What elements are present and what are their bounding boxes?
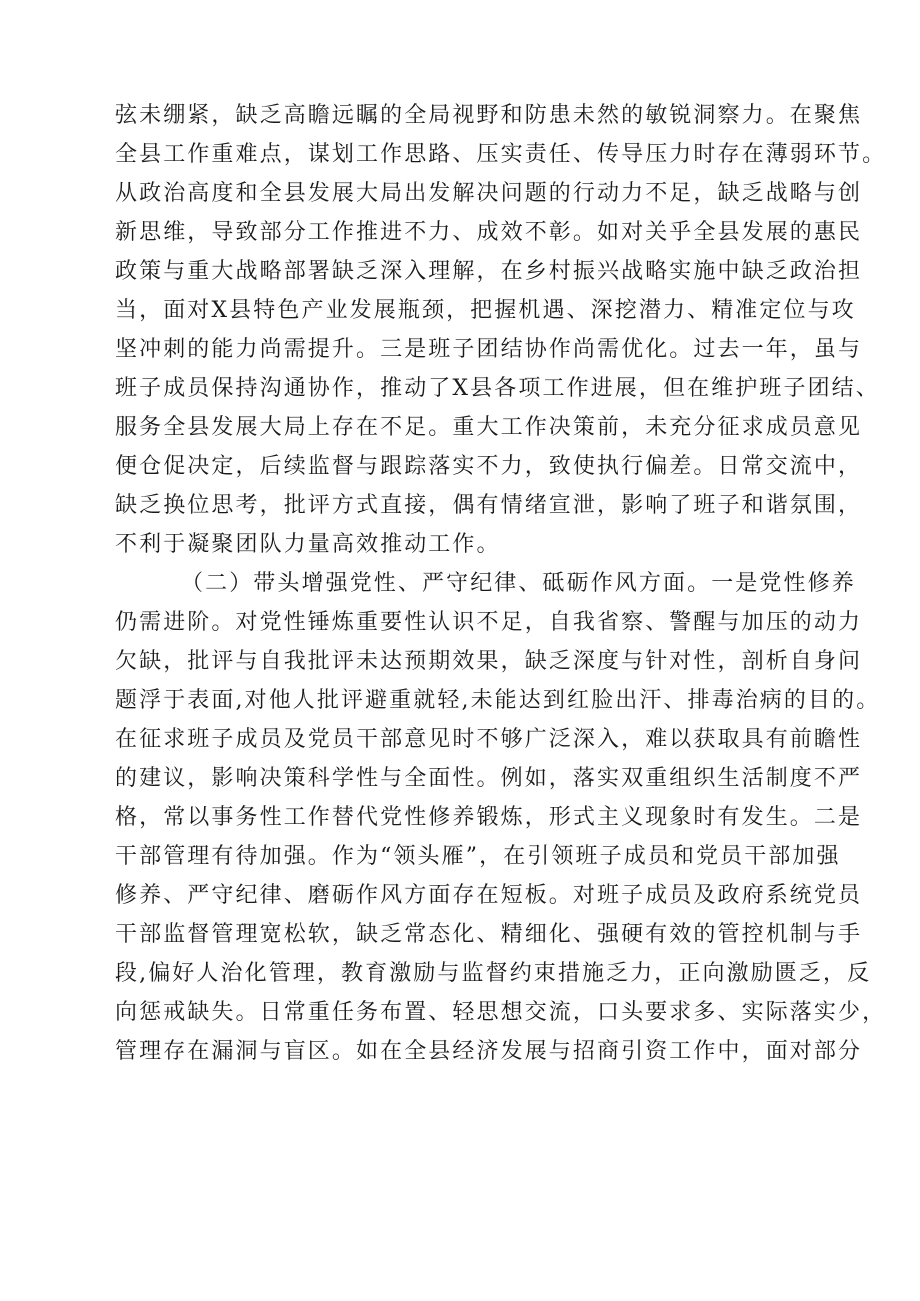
text-line: 的建议，影响决策科学性与全面性。例如，落实双重组织生活制度不严 [115,766,863,791]
text-line: 班子成员保持沟通协作，推动了X县各项工作进展，但在维护班子团结、 [115,376,880,401]
text-line: 修养、严守纪律、磨砺作风方面存在短板。对班子成员及政府系统党员 [115,883,863,908]
text-line: 坚冲刺的能力尚需提升。三是班子团结协作尚需优化。过去一年，虽与 [115,337,863,362]
text-line: 从政治高度和全县发展大局出发解决问题的行动力不足，缺乏战略与创 [115,181,863,206]
text-line: 格，常以事务性工作替代党性修养锻炼，形式主义现象时有发生。二是 [115,805,863,830]
text-line: 便仓促决定，后续监督与跟踪落实不力，致使执行偏差。日常交流中， [115,454,863,479]
text-line: 管理存在漏洞与盲区。如在全县经济发展与招商引资工作中，面对部分 [115,1039,863,1064]
body-text [115,96,887,1071]
text-line: 当，面对X县特色产业发展瓶颈，把握机遇、深挖潜力、精准定位与攻 [115,298,856,323]
text-line: 欠缺，批评与自我批评未达预期效果，缺乏深度与针对性，剖析自身问 [115,649,863,674]
text-line: 新思维，导致部分工作推进不力、成效不彰。如对关乎全县发展的惠民 [115,220,863,245]
text-line: 缺乏换位思考，批评方式直接，偶有情绪宣泄，影响了班子和谐氛围， [115,493,863,518]
text-line: 在征求班子成员及党员干部意见时不够广泛深入，难以获取具有前瞻性 [115,727,863,752]
text-line: 干部监督管理宽松软，缺乏常态化、精细化、强硬有效的管控机制与手 [115,922,863,947]
text-line: 弦未绷紧，缺乏高瞻远瞩的全局视野和防患未然的敏锐洞察力。在聚焦 [115,103,863,128]
text-line: 段,偏好人治化管理，教育激励与监督约束措施乏力，正向激励匮乏，反 [115,961,872,986]
text-line: 政策与重大战略部署缺乏深入理解，在乡村振兴战略实施中缺乏政治担 [115,259,863,284]
text-line: 服务全县发展大局上存在不足。重大工作决策前，未充分征求成员意见 [115,415,863,440]
text-line: 干部管理有待加强。作为“领头雁”，在引领班子成员和党员干部加强 [115,844,841,869]
text-line: 向惩戒缺失。日常重任务布置、轻思想交流，口头要求多、实际落实少， [115,1000,887,1025]
text-line: 全县工作重难点，谋划工作思路、压实责任、传导压力时存在薄弱环节。 [115,142,887,167]
text-line: 仍需进阶。对党性锤炼重要性认识不足，自我省察、警醒与加压的动力 [115,610,863,635]
section-heading-line: （二）带头增强党性、严守纪律、砥砺作风方面。一是党性修养 [181,571,856,596]
text-line: 不利于凝聚团队力量高效推动工作。 [115,532,501,557]
text-line: 题浮于表面,对他人批评避重就轻,未能达到红脸出汗、排毒治病的目的。 [115,688,881,713]
